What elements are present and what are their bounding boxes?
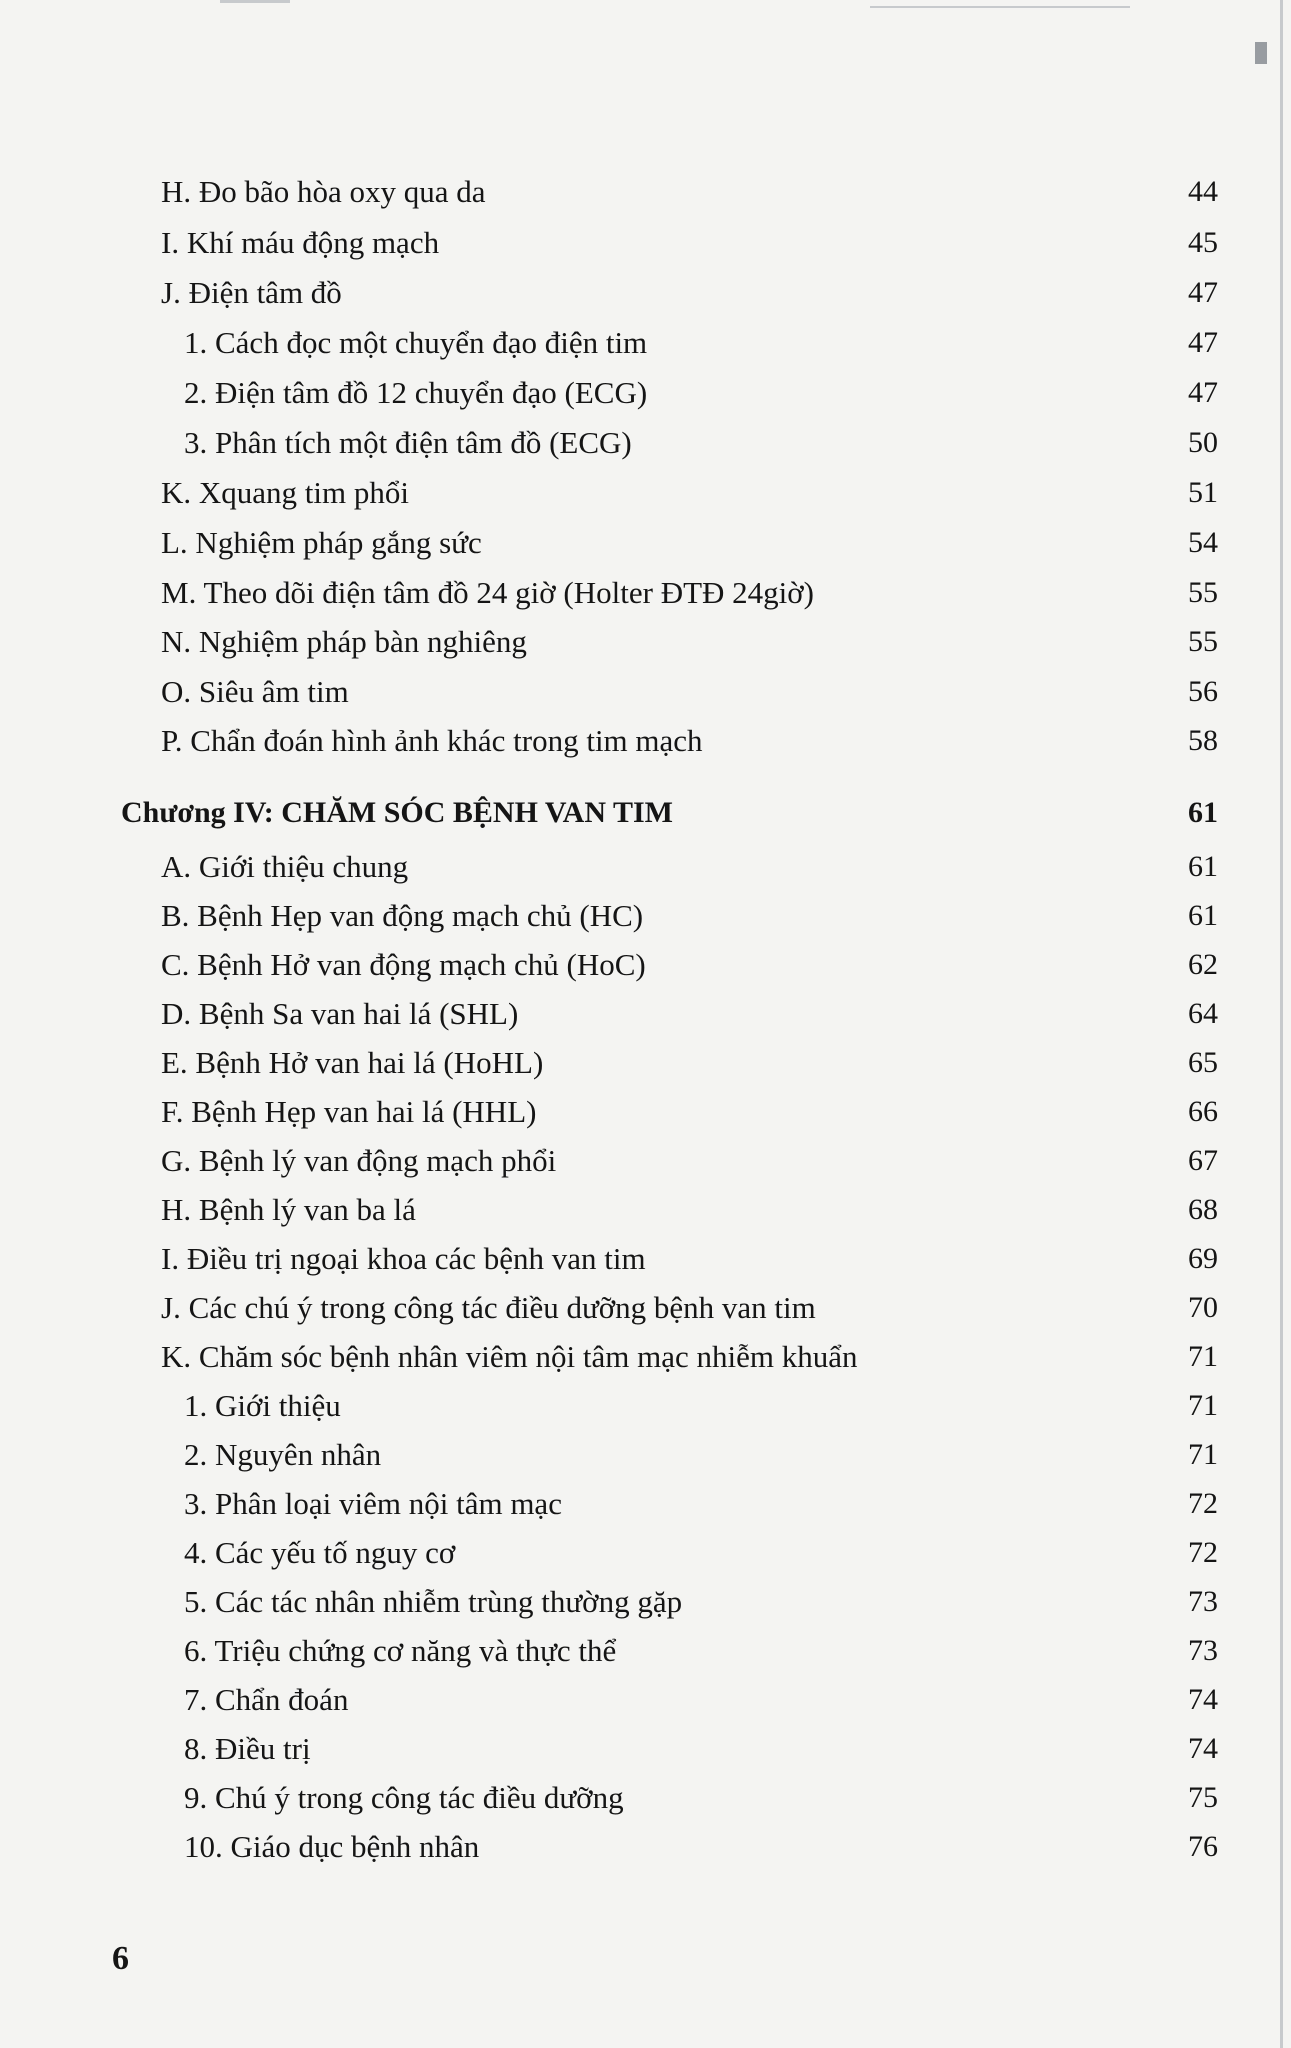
toc-entry-page: 72 <box>1188 1487 1218 1520</box>
toc-entry-label: O. Siêu âm tim <box>161 674 349 709</box>
toc-entry-page: 55 <box>1188 576 1218 609</box>
toc-entry-label: 3. Phân tích một điện tâm đồ (ECG) <box>184 425 632 460</box>
toc-entry-label: 3. Phân loại viêm nội tâm mạc <box>184 1486 562 1521</box>
toc-entry-label: L. Nghiệm pháp gắng sức <box>161 525 482 560</box>
toc-entry-label: A. Giới thiệu chung <box>161 849 409 884</box>
toc-entry-label: 1. Cách đọc một chuyển đạo điện tim <box>184 325 648 360</box>
toc-entry <box>0 1825 1291 1869</box>
toc-chapter-heading <box>0 791 1291 835</box>
toc-entry <box>0 1482 1291 1526</box>
toc-entry <box>0 845 1291 889</box>
toc-entry-page: 55 <box>1188 625 1218 658</box>
toc-entry-label: P. Chẩn đoán hình ảnh khác trong tim mạch <box>161 723 703 758</box>
toc-entry-page: 66 <box>1188 1095 1218 1128</box>
toc-entry-page: 71 <box>1188 1389 1218 1422</box>
toc-entry-page: 44 <box>1188 175 1218 208</box>
toc-entry-page: 70 <box>1188 1291 1218 1324</box>
toc-entry-page: 73 <box>1188 1585 1218 1618</box>
toc-entry <box>0 1433 1291 1477</box>
toc-entry-page: 74 <box>1188 1732 1218 1765</box>
toc-entry <box>0 421 1291 465</box>
toc-entry-label: H. Bệnh lý van ba lá <box>161 1192 416 1227</box>
toc-entry-page: 71 <box>1188 1438 1218 1471</box>
scan-corner-mark <box>1255 42 1267 64</box>
toc-entry-label: M. Theo dõi điện tâm đồ 24 giờ (Holter ĐTĐ 24giờ) <box>161 575 814 610</box>
toc-entry-label: E. Bệnh Hở van hai lá (HoHL) <box>161 1045 544 1080</box>
toc-entry-label: N. Nghiệm pháp bàn nghiêng <box>161 624 527 659</box>
toc-entry <box>0 670 1291 714</box>
toc-entry-page: 51 <box>1188 476 1218 509</box>
toc-entry <box>0 620 1291 664</box>
toc-entry <box>0 1286 1291 1330</box>
toc-entry-page: 54 <box>1188 526 1218 559</box>
toc-entry <box>0 1041 1291 1085</box>
toc-entry-label: 7. Chẩn đoán <box>184 1682 349 1717</box>
toc-entry <box>0 943 1291 987</box>
toc-entry-label: B. Bệnh Hẹp van động mạch chủ (HC) <box>161 898 644 933</box>
toc-entry <box>0 571 1291 615</box>
toc-entry-label: C. Bệnh Hở van động mạch chủ (HoC) <box>161 947 646 982</box>
toc-entry-label: I. Khí máu động mạch <box>161 225 440 260</box>
toc-entry <box>0 1090 1291 1134</box>
toc-entry-page: 61 <box>1188 850 1218 883</box>
toc-entry <box>0 1139 1291 1183</box>
toc-entry <box>0 221 1291 265</box>
toc-entry <box>0 1335 1291 1379</box>
toc-entry-label: Chương IV: CHĂM SÓC BỆNH VAN TIM <box>121 796 673 829</box>
toc-entry-label: G. Bệnh lý van động mạch phổi <box>161 1143 557 1178</box>
toc-entry <box>0 1678 1291 1722</box>
toc-entry-page: 47 <box>1188 276 1218 309</box>
toc-entry-label: 8. Điều trị <box>184 1731 311 1766</box>
toc-entry-page: 62 <box>1188 948 1218 981</box>
toc-entry <box>0 1531 1291 1575</box>
toc-entry-label: 5. Các tác nhân nhiễm trùng thường gặp <box>184 1584 683 1619</box>
toc-entry-page: 69 <box>1188 1242 1218 1275</box>
toc-entry <box>0 1776 1291 1820</box>
toc-entry <box>0 719 1291 763</box>
toc-entry-page: 65 <box>1188 1046 1218 1079</box>
toc-entry-page: 76 <box>1188 1830 1218 1863</box>
toc-entry-page: 47 <box>1188 376 1218 409</box>
toc-entry <box>0 521 1291 565</box>
toc-entry <box>0 1188 1291 1232</box>
toc-entry <box>0 271 1291 315</box>
toc-entry-page: 71 <box>1188 1340 1218 1373</box>
toc-entry-label: 2. Điện tâm đồ 12 chuyển đạo (ECG) <box>184 375 648 410</box>
toc-entry-label: K. Chăm sóc bệnh nhân viêm nội tâm mạc nhiễm khuẩn <box>161 1339 858 1374</box>
toc-entry-label: 9. Chú ý trong công tác điều dưỡng <box>184 1780 624 1815</box>
toc-entry <box>0 1580 1291 1624</box>
toc-entry <box>0 1727 1291 1771</box>
toc-entry-page: 58 <box>1188 724 1218 757</box>
toc-entry-page: 61 <box>1188 899 1218 932</box>
toc-entry-page: 45 <box>1188 226 1218 259</box>
toc-entry-label: J. Các chú ý trong công tác điều dưỡng bệnh van tim <box>161 1290 816 1325</box>
toc-entry-page: 67 <box>1188 1144 1218 1177</box>
toc-entry <box>0 992 1291 1036</box>
scan-edge-top-right <box>870 6 1130 8</box>
toc-entry-label: H. Đo bão hòa oxy qua da <box>161 174 486 209</box>
toc-entry <box>0 894 1291 938</box>
scan-edge-top <box>220 0 290 3</box>
toc-entry-page: 47 <box>1188 326 1218 359</box>
toc-entry <box>0 1237 1291 1281</box>
toc-entry-page: 75 <box>1188 1781 1218 1814</box>
toc-entry-page: 73 <box>1188 1634 1218 1667</box>
toc-entry-label: 2. Nguyên nhân <box>184 1437 382 1472</box>
toc-entry-label: F. Bệnh Hẹp van hai lá (HHL) <box>161 1094 537 1129</box>
toc-entry-page: 68 <box>1188 1193 1218 1226</box>
toc-entry <box>0 321 1291 365</box>
toc-entry-page: 74 <box>1188 1683 1218 1716</box>
toc-entry-label: D. Bệnh Sa van hai lá (SHL) <box>161 996 519 1031</box>
toc-entry <box>0 371 1291 415</box>
toc-entry <box>0 1629 1291 1673</box>
toc-entry <box>0 471 1291 515</box>
toc-entry-label: J. Điện tâm đồ <box>161 275 342 310</box>
toc-entry <box>0 1384 1291 1428</box>
toc-entry-page: 64 <box>1188 997 1218 1030</box>
toc-entry-page: 61 <box>1188 796 1218 829</box>
toc-entry-label: 10. Giáo dục bệnh nhân <box>184 1829 480 1864</box>
toc-entry-label: 4. Các yếu tố nguy cơ <box>184 1535 456 1570</box>
toc-entry-label: 1. Giới thiệu <box>184 1388 341 1423</box>
toc-entry-label: I. Điều trị ngoại khoa các bệnh van tim <box>161 1241 646 1276</box>
toc-entry <box>0 170 1291 214</box>
toc-entry-page: 56 <box>1188 675 1218 708</box>
toc-entry-page: 72 <box>1188 1536 1218 1569</box>
toc-entry-page: 50 <box>1188 426 1218 459</box>
toc-entry-label: 6. Triệu chứng cơ năng và thực thể <box>184 1633 617 1668</box>
toc-entry-label: K. Xquang tim phổi <box>161 475 409 510</box>
page-number: 6 <box>112 1940 129 1977</box>
